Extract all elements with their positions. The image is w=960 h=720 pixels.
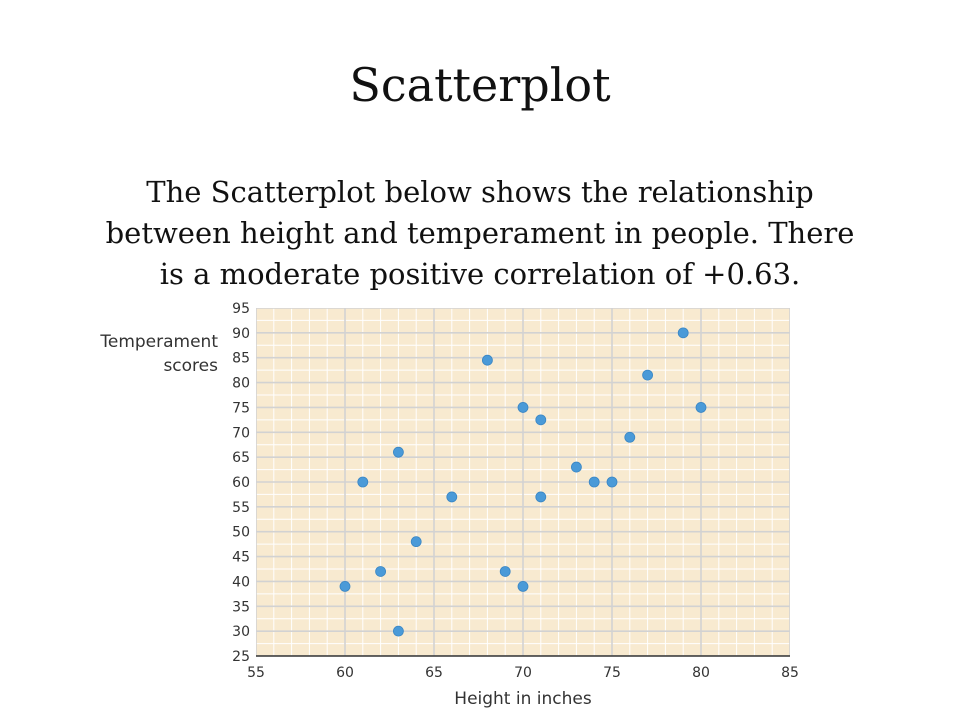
x-tick-label: 80 — [692, 665, 710, 681]
scatterplot-chart — [0, 290, 960, 720]
y-tick-label: 30 — [232, 624, 250, 641]
x-tick-label: 85 — [781, 665, 799, 681]
x-tick-label: 75 — [603, 665, 621, 681]
data-point — [411, 537, 421, 547]
page-title: Scatterplot — [349, 58, 611, 112]
data-point — [482, 355, 492, 365]
description-line-3: is a moderate positive correlation of +0.63. — [159, 257, 801, 291]
data-point — [376, 566, 386, 576]
y-tick-label: 50 — [232, 524, 250, 541]
data-point — [393, 447, 403, 457]
y-axis-title-line: Temperament — [100, 332, 218, 352]
y-tick-label: 70 — [232, 425, 250, 442]
data-point — [536, 492, 546, 502]
data-point — [678, 328, 688, 338]
data-point — [571, 462, 581, 472]
description-line-2: between height and temperament in people. There — [105, 216, 855, 250]
data-point — [589, 477, 599, 487]
y-tick-label: 25 — [232, 649, 250, 665]
y-tick-label: 80 — [232, 375, 250, 392]
y-axis-title — [99, 332, 218, 376]
x-tick-label: 55 — [247, 665, 265, 681]
y-tick-label: 60 — [232, 475, 250, 491]
data-point — [536, 415, 546, 425]
x-tick-label: 60 — [336, 665, 354, 681]
data-point — [500, 566, 510, 576]
x-tick-label: 70 — [514, 665, 532, 681]
data-point — [643, 370, 653, 380]
y-tick-label: 90 — [232, 325, 250, 342]
y-tick-label: 35 — [232, 599, 250, 616]
y-tick-label: 40 — [232, 574, 250, 591]
data-point — [393, 626, 403, 636]
y-tick-label: 95 — [232, 301, 250, 317]
y-tick-label: 65 — [232, 450, 250, 467]
data-point — [518, 581, 528, 591]
data-point — [607, 477, 617, 487]
y-tick-label: 85 — [232, 350, 250, 367]
data-point — [447, 492, 457, 502]
x-axis-title: Height in inches — [454, 689, 592, 709]
x-tick-label: 65 — [425, 665, 443, 681]
data-point — [696, 402, 706, 412]
plot-area — [256, 308, 790, 656]
y-tick-label: 75 — [232, 400, 250, 417]
data-point — [340, 581, 350, 591]
slide-description — [40, 172, 920, 295]
description-line-1: The Scatterplot below shows the relationship — [146, 175, 814, 209]
data-point — [518, 402, 528, 412]
data-point — [358, 477, 368, 487]
y-axis-title-line: scores — [163, 356, 218, 376]
data-point — [625, 432, 635, 442]
y-tick-label: 45 — [232, 549, 250, 566]
y-tick-label: 55 — [232, 499, 250, 516]
